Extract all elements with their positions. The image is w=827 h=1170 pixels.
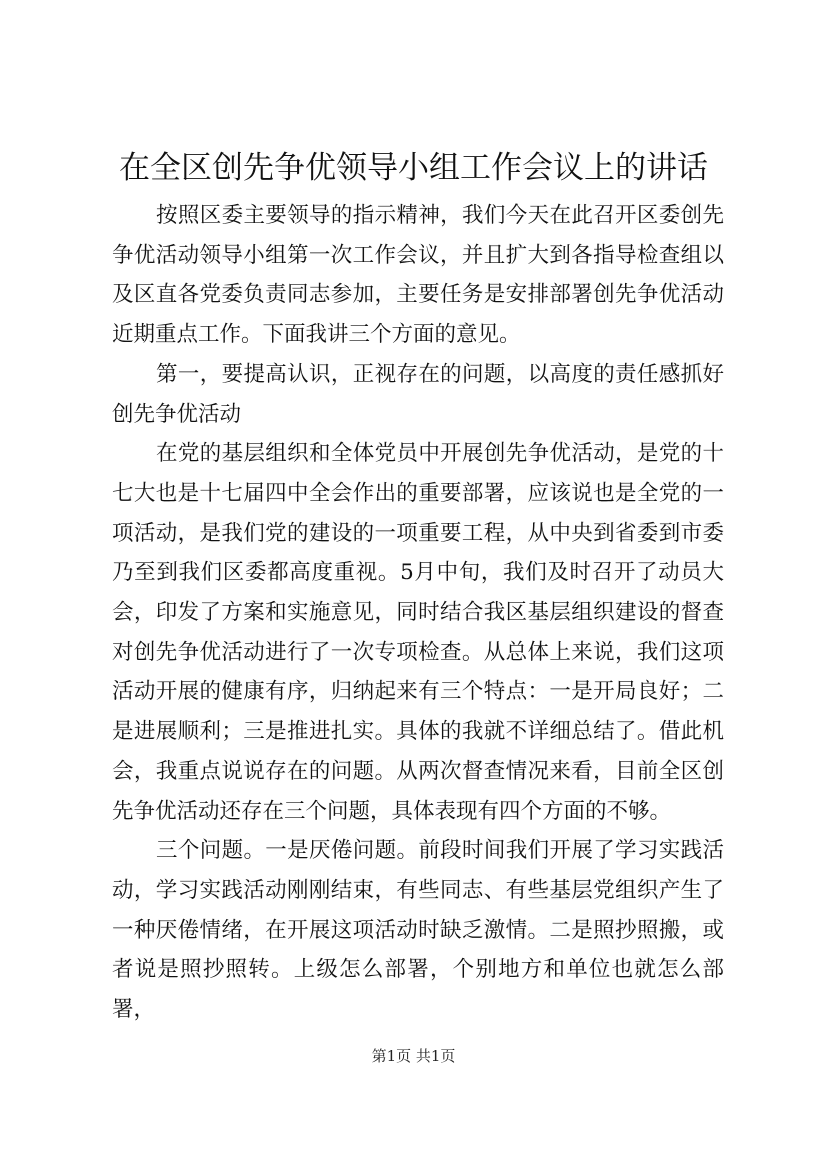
page-footer: 第1页 共1页: [371, 1047, 456, 1065]
document-title: 在全区创先争优领导小组工作会议上的讲话: [119, 150, 708, 186]
paragraph-section-heading: 第一，要提高认识，正视存在的问题，以高度的责任感抓好创先争优活动: [112, 361, 724, 427]
paragraph-problems: 三个问题。一是厌倦问题。前段时间我们开展了学习实践活动，学习实践活动刚刚结束，有些同志、有些基层党组织产生了一种厌倦情绪，在开展这项活动时缺乏激情。二是照抄照搬，或者说是照抄照转。上级怎么部署，个别地方和单位也就怎么部署，: [112, 838, 724, 1023]
paragraph-intro: 按照区委主要领导的指示精神，我们今天在此召开区委创先争优活动领导小组第一次工作会议，并且扩大到各指导检查组以及区直各党委负责同志参加，主要任务是安排部署创先争优活动近期重点工作。下面我讲三个方面的意见。: [112, 203, 724, 348]
document-body: [112, 196, 724, 1030]
paragraph-background: 在党的基层组织和全体党员中开展创先争优活动，是党的十七大也是十七届四中全会作出的重要部署，应该说也是全党的一项活动，是我们党的建设的一项重要工程，从中央到省委到市委乃至到我们区委都高度重视。5月中旬，我们及时召开了动员大会，印发了方案和实施意见，同时结合我区基层组织建设的督查对创先争优活动进行了一次专项检查。从总体上来说，我们这项活动开展的健康有序，归纳起来有三个特点：一是开局良好；二是进展顺利；三是推进扎实。具体的我就不详细总结了。借此机会，我重点说说存在的问题。从两次督查情况来看，目前全区创先争优活动还存在三个问题，具体表现有四个方面的不够。: [112, 441, 724, 824]
